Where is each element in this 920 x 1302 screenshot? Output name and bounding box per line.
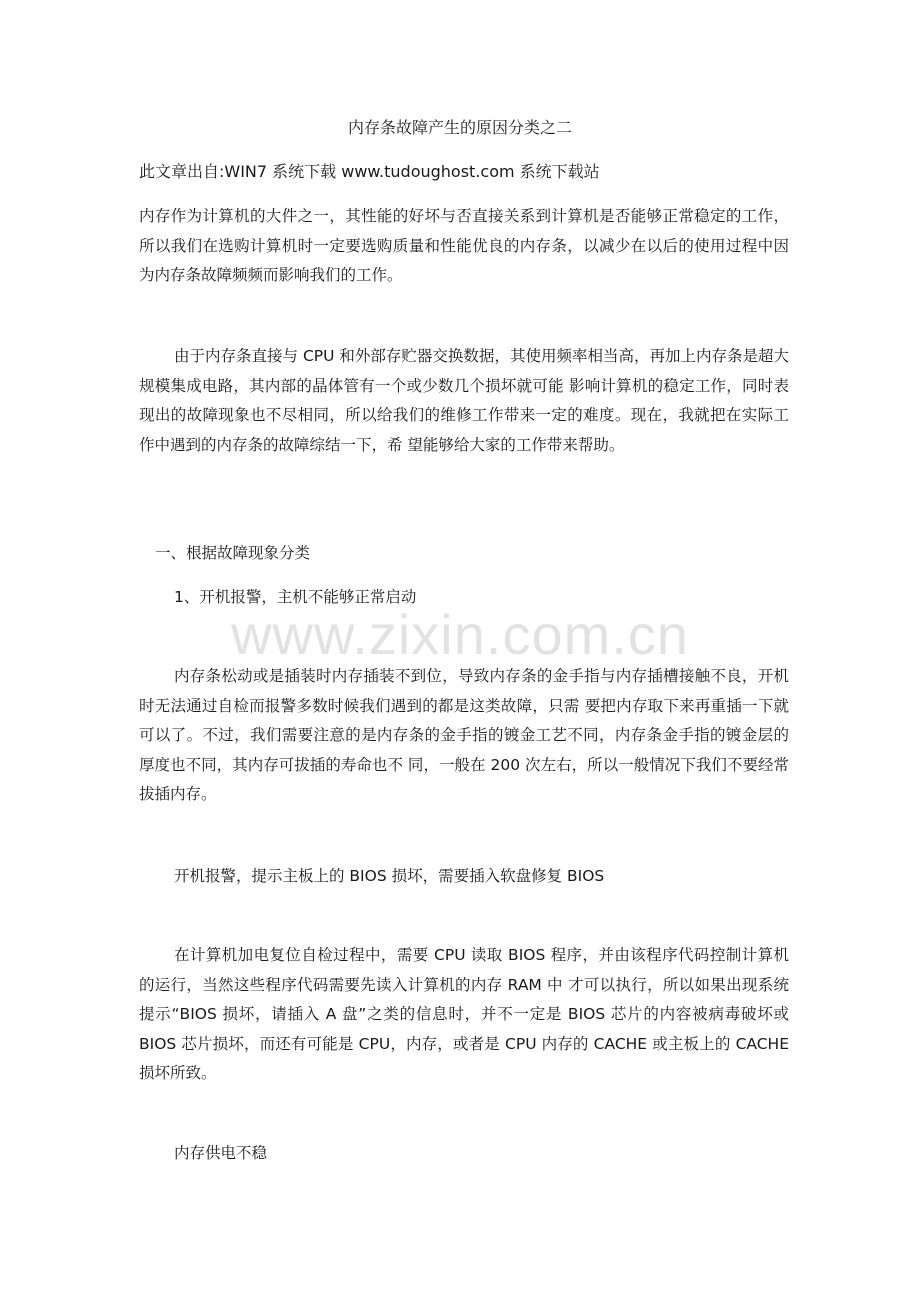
intro-paragraph: 内存作为计算机的大件之一，其性能的好坏与否直接关系到计算机是否能够正常稳定的工作，所以我们在选购计算机时一定要选购质量和性能优良的内存条，以减少在以后的使用过程中因为内存条故障频频而影响我们的工作。: [139, 207, 789, 284]
subheading-boot-alarm: 1、开机报警，主机不能够正常启动: [174, 588, 417, 606]
section-heading-fault-classification: 一、根据故障现象分类: [155, 544, 311, 562]
subheading-bios-damage: 开机报警，提示主板上的 BIOS 损坏，需要插入软盘修复 BIOS: [174, 867, 605, 885]
paragraph-bios-check: 在计算机加电复位自检过程中，需要 CPU 读取 BIOS 程序，并由该程序代码控制计算机的运行，当然这些程序代码需要先读入计算机的内存 RAM 中 才可以执行，所以如果出现系统提示“BIOS 损坏，请插入 A 盘”之类的信息时，并不一定是 BIOS 芯片的内容被病毒破坏或 BIOS 芯片损坏，而还有可能是 CPU，内存，或者是 CPU 内存的 CACHE 或主板上的 CACHE 损坏所致。: [139, 946, 789, 1082]
source-line: 此文章出自:WIN7 系统下载 www.tudoughost.com 系统下载站: [139, 162, 600, 181]
paragraph-loose-memory: 内存条松动或是插装时内存插装不到位，导致内存条的金手指与内存插槽接触不良，开机时无法通过自检而报警多数时候我们遇到的都是这类故障，只需 要把内存取下来再重插一下就可以了。不过，我们需要注意的是内存条的金手指的镀金工艺不同，内存条金手指的镀金层的厚度也不同，其内存可拔插的寿命也不 同，一般在 200 次左右，所以一般情况下我们不要经常拔插内存。: [139, 667, 789, 803]
subheading-power-unstable: 内存供电不稳: [174, 1144, 268, 1162]
watermark: www.zixin.com.cn: [231, 603, 689, 666]
document-title: 内存条故障产生的原因分类之二: [347, 118, 572, 137]
paragraph-memory-overview: 由于内存条直接与 CPU 和外部存贮器交换数据，其使用频率相当高，再加上内存条是超大规模集成电路，其内部的晶体管有一个或少数几个损坏就可能 影响计算机的稳定工作，同时表现出的故障现象也不尽相同，所以给我们的维修工作带来一定的难度。现在，我就把在实际工作中遇到的内存条的故障综结一下，希 望能够给大家的工作带来帮助。: [139, 347, 789, 454]
